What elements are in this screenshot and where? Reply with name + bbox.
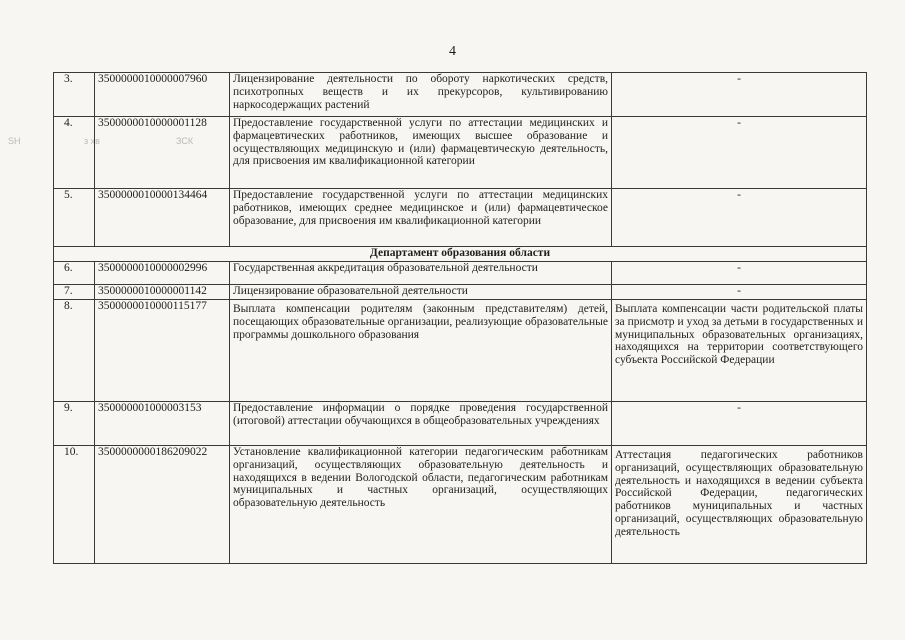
- service-name: Установление квалификационной категории педагогическим работникам организаций, осуществляющих образовательную деятельность и находящихся в ведении Вологодской области, педагогическим работникам муниципальных и частных организаций, осуществляющих образовательную деятельность: [230, 446, 612, 564]
- service-code: 3500000010000115177: [95, 300, 230, 402]
- row-number: 10.: [54, 446, 95, 564]
- federal-service: -: [612, 285, 867, 300]
- federal-service: Выплата компенсации части родительской платы за присмотр и уход за детьми в государственных и муниципальных образовательных организациях, находящихся на территории соответствующего субъекта Российской Федерации: [612, 300, 867, 402]
- service-code: 3500000010000001142: [95, 285, 230, 300]
- service-code: 3500000010000001128: [95, 117, 230, 189]
- service-name: Предоставление государственной услуги по аттестации медицинских работников, имеющих среднее медицинское и (или) фармацевтическое образование, для присвоения им квалификационной категории: [230, 189, 612, 247]
- service-name: Лицензирование образовательной деятельности: [230, 285, 612, 300]
- table-row: [54, 117, 867, 189]
- table-row: [54, 189, 867, 247]
- table-row: [54, 402, 867, 446]
- row-number: 4.: [54, 117, 95, 189]
- department-row: [54, 247, 867, 262]
- federal-service: -: [612, 189, 867, 247]
- table-row: [54, 73, 867, 117]
- service-code: 3500000010000002996: [95, 262, 230, 285]
- service-name: Предоставление информации о порядке проведения государственной (итоговой) аттестации обучающихся в общеобразовательных учреждениях: [230, 402, 612, 446]
- row-number: 3.: [54, 73, 95, 117]
- service-name: Лицензирование деятельности по обороту наркотических средств, психотропных веществ и их прекурсоров, культивированию наркосодержащих растений: [230, 73, 612, 117]
- service-code: 3500000000186209022: [95, 446, 230, 564]
- row-number: 9.: [54, 402, 95, 446]
- page-number: 4: [449, 44, 456, 59]
- row-number: 7.: [54, 285, 95, 300]
- service-name: Предоставление государственной услуги по аттестации медицинских и фармацевтических работников, имеющих высшее образование и осуществляющих медицинскую и (или) фармацевтическую деятельность, для присвоения им квалификационной категории: [230, 117, 612, 189]
- federal-service: -: [612, 262, 867, 285]
- federal-service: -: [612, 73, 867, 117]
- table-row: [54, 446, 867, 564]
- service-name: Государственная аккредитация образовательной деятельности: [230, 262, 612, 285]
- row-number: 6.: [54, 262, 95, 285]
- table-row: [54, 300, 867, 402]
- federal-service: -: [612, 402, 867, 446]
- row-number: 8.: [54, 300, 95, 402]
- service-name: Выплата компенсации родителям (законным представителям) детей, посещающих образовательные организации, реализующие образовательные программы дошкольного образования: [230, 300, 612, 402]
- margin-mark: ЗСК: [176, 136, 194, 146]
- federal-service: Аттестация педагогических работников организаций, осуществляющих образовательную деятельность и находящихся в ведении субъекта Российской Федерации, педагогических работников муниципальных и частных организаций, осуществляющих образовательную деятельность: [612, 446, 867, 564]
- table-row: [54, 285, 867, 300]
- margin-mark: з хв: [84, 136, 100, 146]
- table-row: [54, 262, 867, 285]
- service-code: 350000001000003153: [95, 402, 230, 446]
- federal-service: -: [612, 117, 867, 189]
- services-table: [53, 72, 867, 564]
- service-code: 3500000010000007960: [95, 73, 230, 117]
- service-code: 3500000010000134464: [95, 189, 230, 247]
- row-number: 5.: [54, 189, 95, 247]
- margin-mark: SH: [8, 136, 21, 146]
- department-title: Департамент образования области: [54, 247, 867, 262]
